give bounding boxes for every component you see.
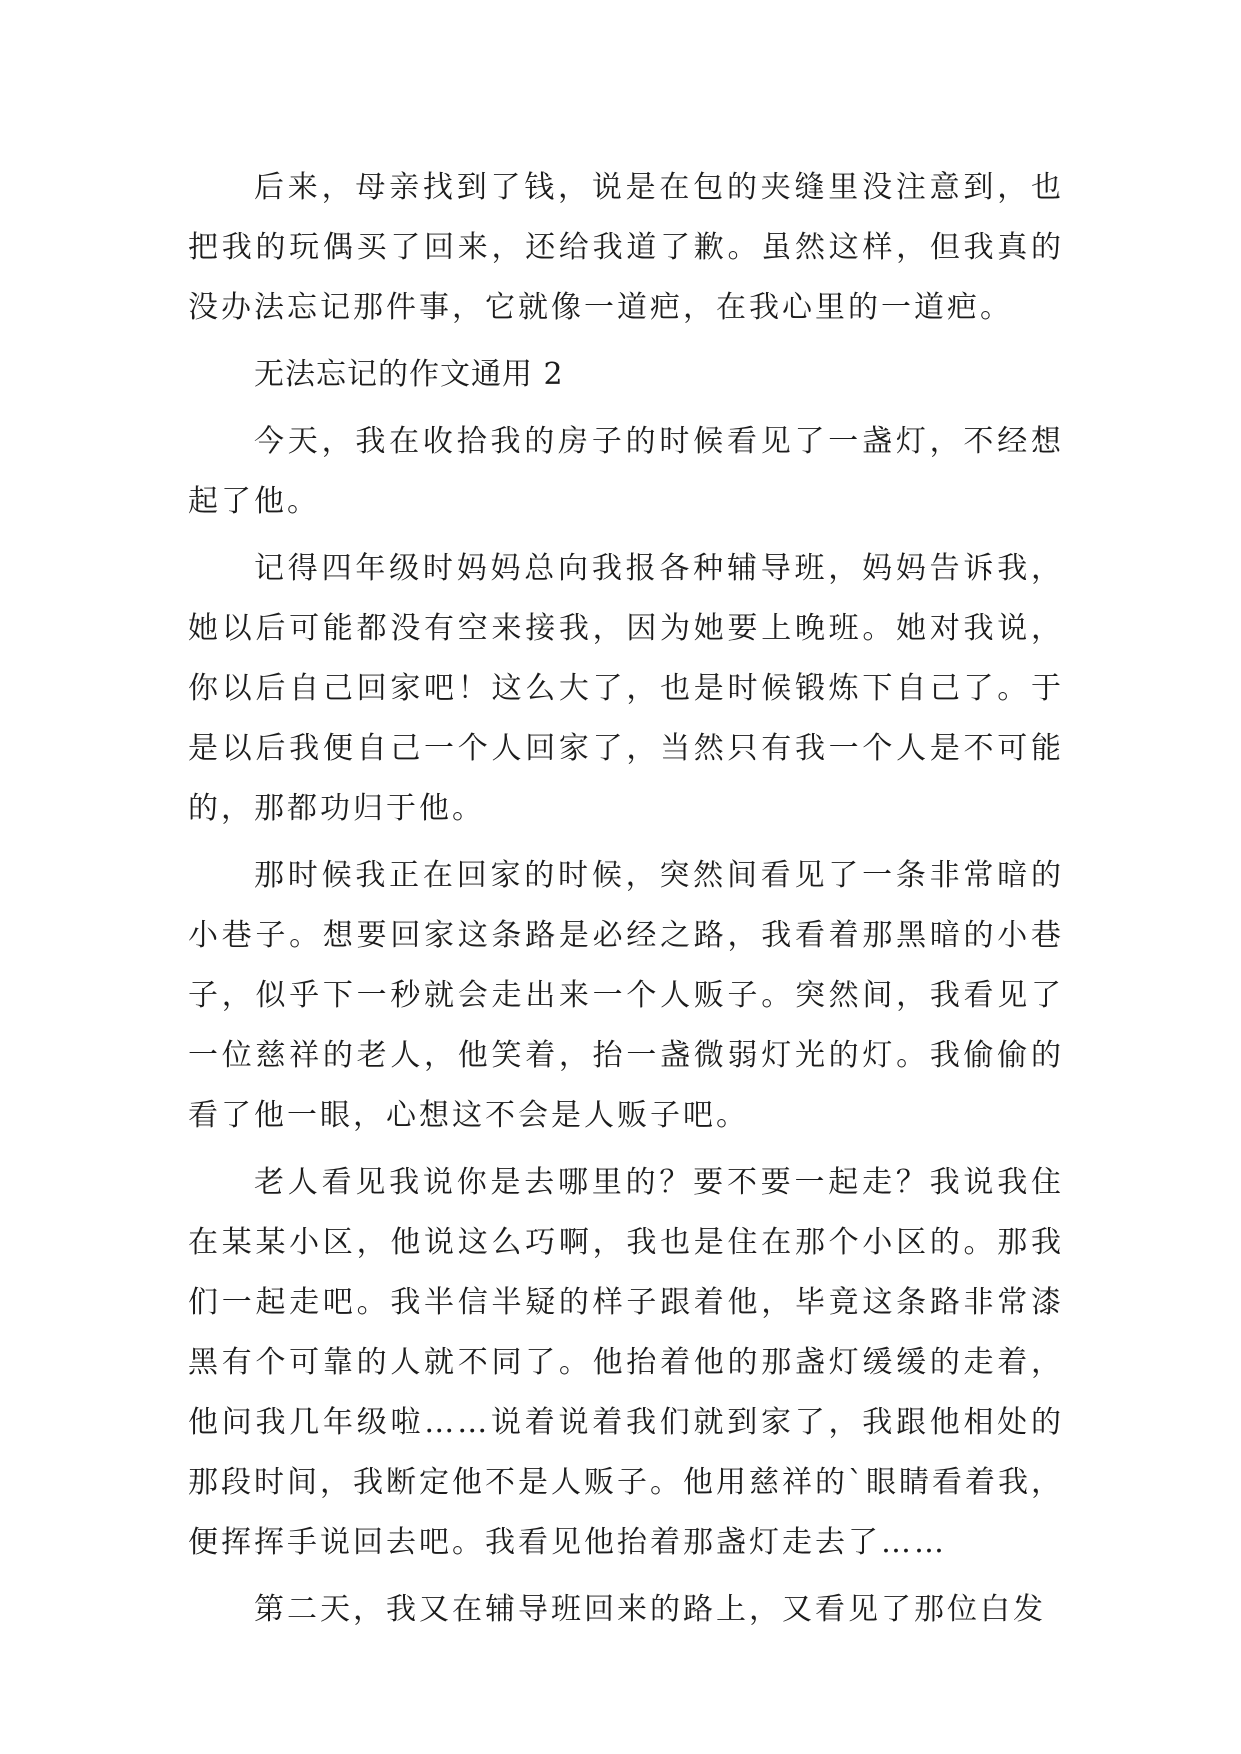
- paragraph-fourth-grade: 记得四年级时妈妈总向我报各种辅导班，妈妈告诉我，她以后可能都没有空来接我，因为她要上晚班。她对我说，你以后自己回家吧！这么大了，也是时候锻炼下自己了。于是以后我便自己一个人回家了，当然只有我一个人是不可能的，那都功归于他。: [188, 551, 1064, 826]
- paragraph-old-man: 老人看见我说你是去哪里的？要不要一起走？我说我住在某某小区，他说这么巧啊，我也是住在那个小区的。那我们一起走吧。我半信半疑的样子跟着他，毕竟这条路非常漆黑有个可靠的人就不同了。他抬着他的那盏灯缓缓的走着，他问我几年级啦……说着说着我们就到家了，我跟他相处的那段时间，我断定他不是人贩子。他用慈祥的`眼睛看着我，便挥挥手说回去吧。我看见他抬着那盏灯走去了……: [188, 1165, 1064, 1560]
- document-body: [188, 158, 1064, 1647]
- paragraph-dark-alley: 那时候我正在回家的时候，突然间看见了一条非常暗的小巷子。想要回家这条路是必经之路，我看着那黑暗的小巷子，似乎下一秒就会走出来一个人贩子。突然间，我看见了一位慈祥的老人，他笑着，抬一盏微弱灯光的灯。我偷偷的看了他一眼，心想这不会是人贩子吧。: [188, 858, 1064, 1133]
- paragraph-lamp: 今天，我在收拾我的房子的时候看见了一盏灯，不经想起了他。: [188, 424, 1064, 519]
- section-heading: 无法忘记的作文通用 2: [254, 357, 564, 392]
- paragraph-apology: 后来，母亲找到了钱，说是在包的夹缝里没注意到，也把我的玩偶买了回来，还给我道了歉。虽然这样，但我真的没办法忘记那件事，它就像一道疤，在我心里的一道疤。: [188, 170, 1064, 325]
- paragraph-next-day: 第二天，我又在辅导班回来的路上，又看见了那位白发: [254, 1592, 1046, 1627]
